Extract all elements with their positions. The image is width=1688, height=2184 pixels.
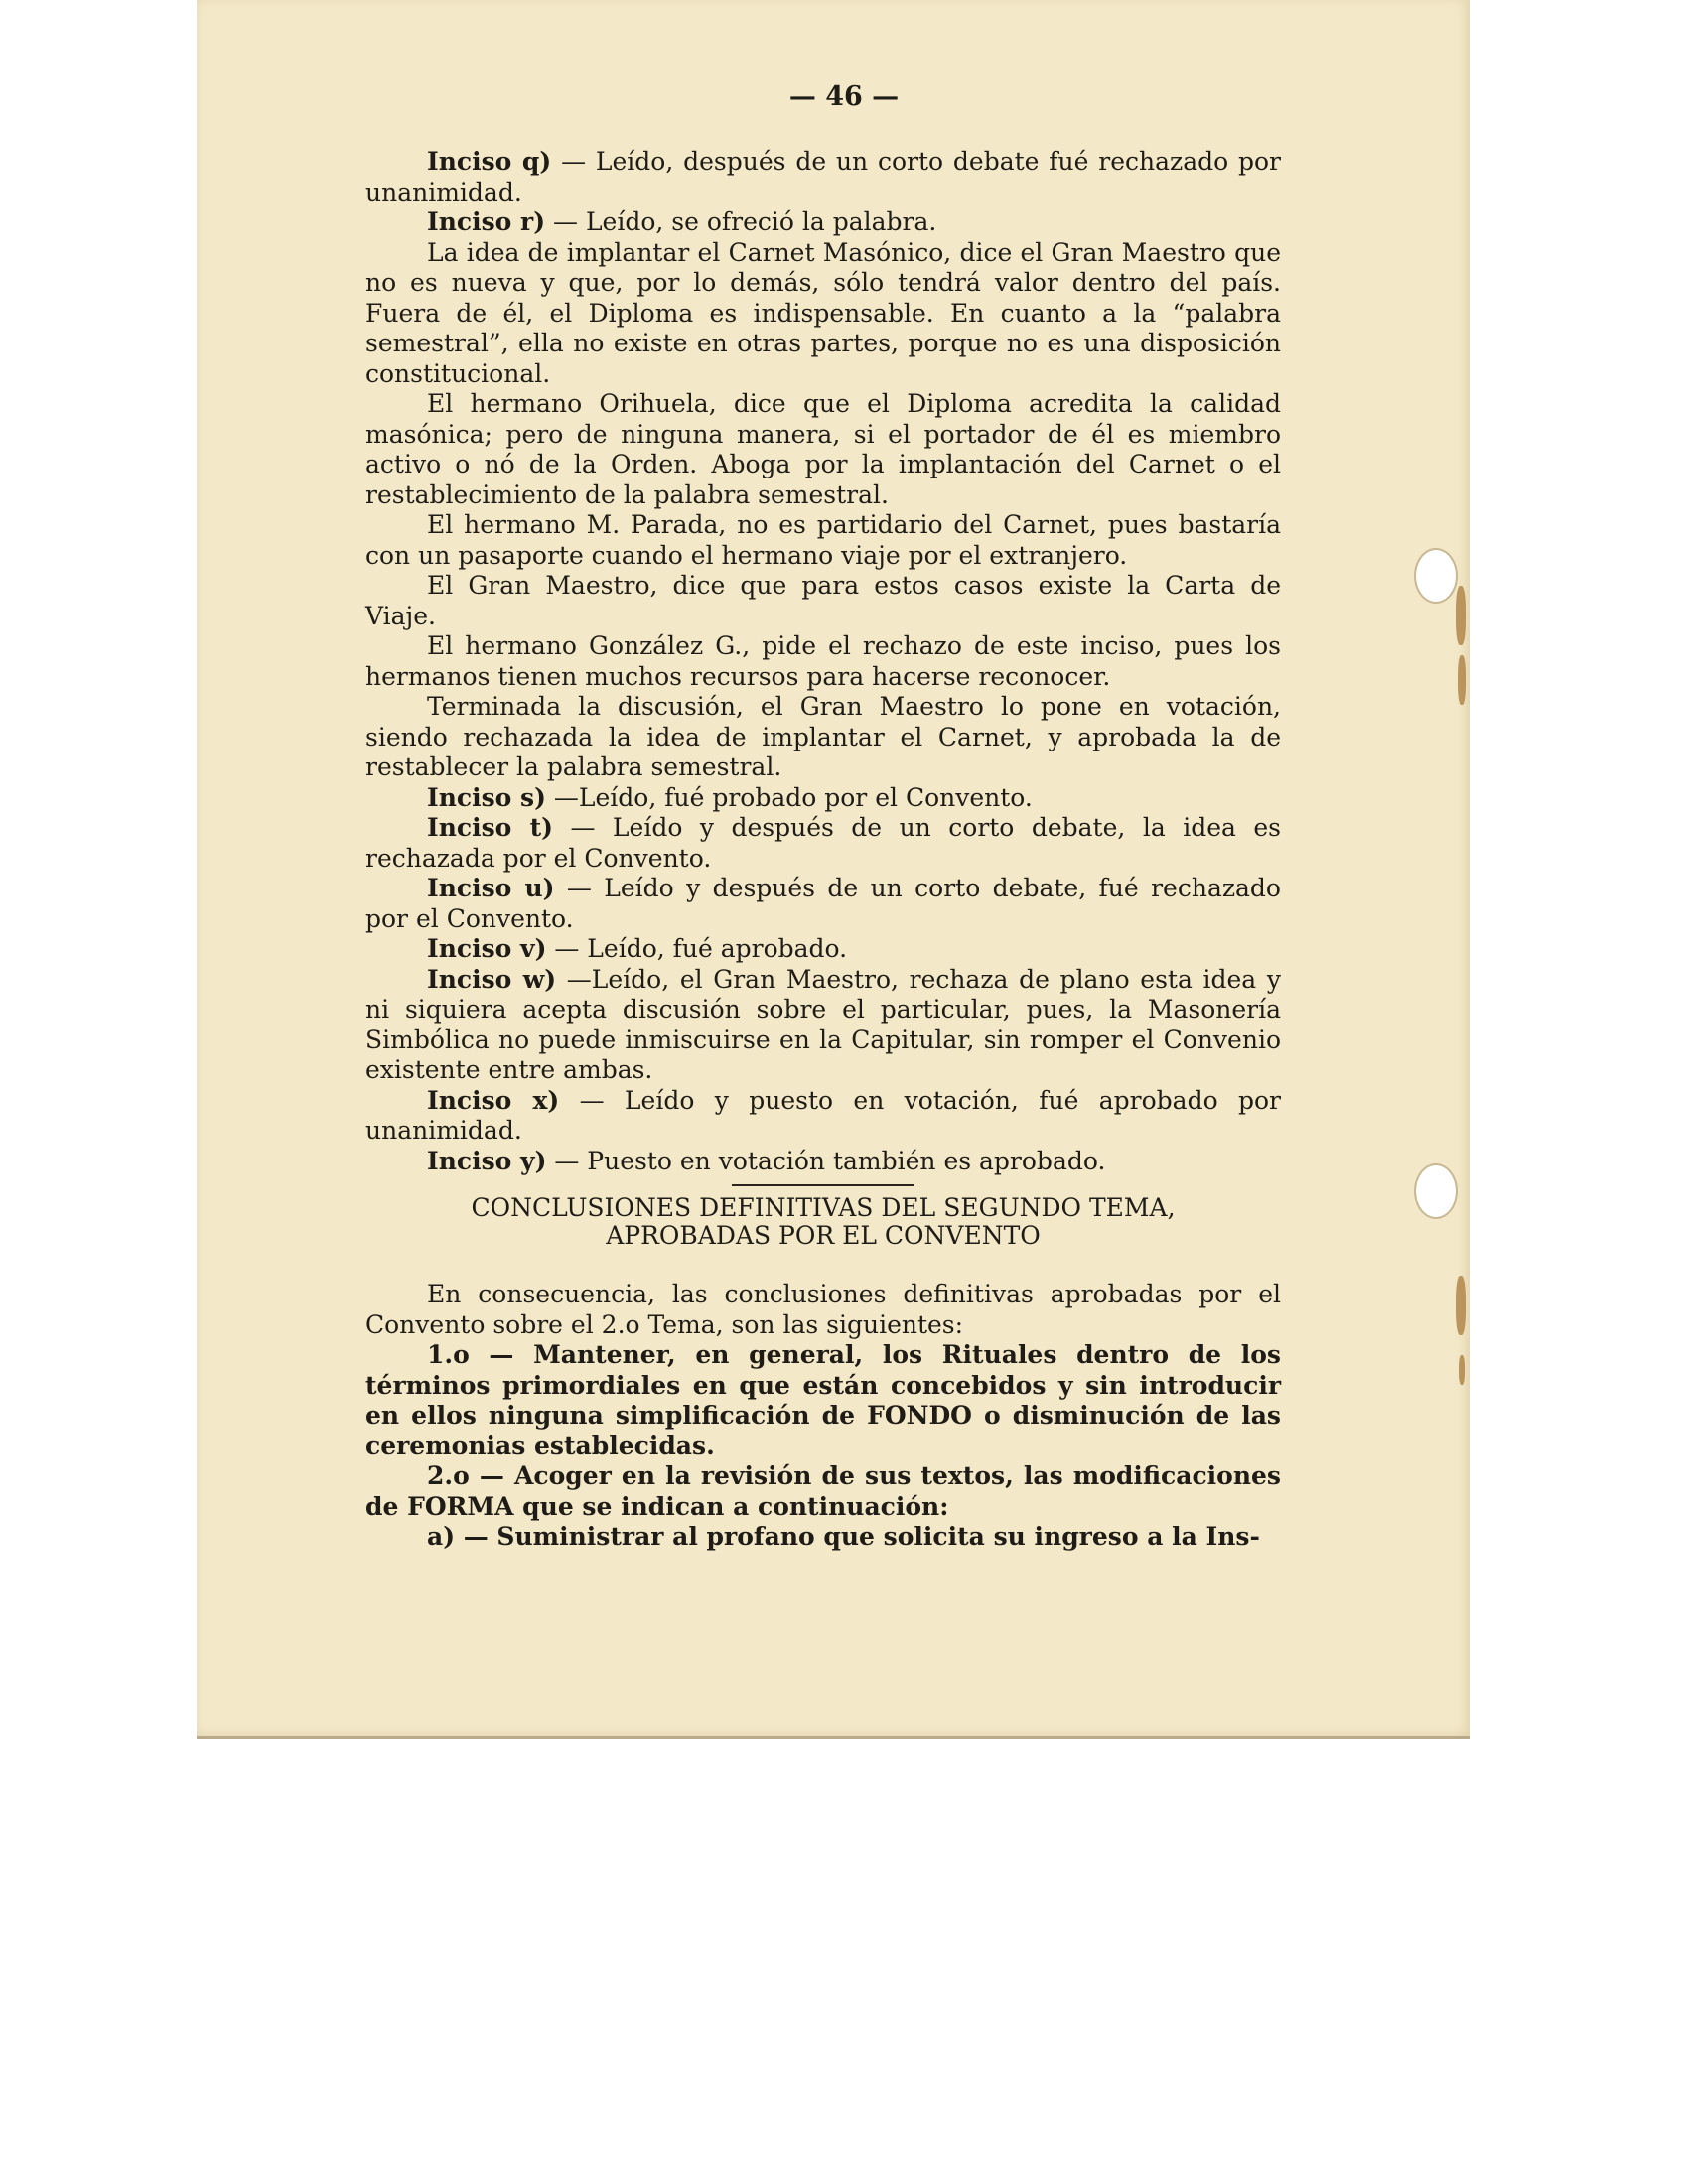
conclusion-2: 2.o — Acoger en la revisión de sus textos, las modificaciones de FORMA que se indican a continuación: bbox=[365, 1461, 1281, 1521]
paragraph bbox=[365, 238, 1281, 390]
inciso-label: Inciso t) bbox=[427, 813, 553, 842]
section-divider bbox=[732, 1184, 914, 1186]
paragraph bbox=[365, 813, 1281, 874]
paragraph bbox=[365, 965, 1281, 1086]
paragraph bbox=[365, 207, 1281, 238]
paragraph-text: — Puesto en votación también es aprobado. bbox=[546, 1146, 1106, 1175]
inciso-label: Inciso r) bbox=[427, 207, 546, 236]
punch-hole-bottom bbox=[1414, 1163, 1458, 1219]
punch-hole-top bbox=[1414, 548, 1458, 604]
page-number: — 46 — bbox=[788, 81, 900, 112]
inciso-label: Inciso u) bbox=[427, 874, 555, 902]
inciso-label: Inciso s) bbox=[427, 782, 546, 812]
paragraph bbox=[365, 1147, 1281, 1177]
section-heading bbox=[365, 1194, 1281, 1250]
inciso-label: Inciso v) bbox=[427, 934, 547, 963]
paragraph-text: — Leído, se ofreció la palabra. bbox=[545, 207, 937, 236]
heading-line: APROBADAS POR EL CONVENTO bbox=[606, 1221, 1041, 1250]
stain-mark bbox=[1456, 1276, 1466, 1335]
paragraph-text: La idea de implantar el Carnet Masónico, dice el Gran Maestro que no es nueva y que, por lo demás, sólo tendrá valor dentro del país. Fuera de él, el Diploma es indispensable. En cuanto a la “palabra semestral”, ella no existe en otras partes, porque no es una disposición constitucional. bbox=[365, 237, 1281, 388]
page-body bbox=[365, 147, 1281, 1553]
inciso-label: Inciso x) bbox=[427, 1085, 560, 1115]
stain-mark bbox=[1459, 1355, 1465, 1385]
paragraph bbox=[365, 631, 1281, 692]
stain-mark bbox=[1458, 655, 1466, 705]
inciso-label: Inciso y) bbox=[427, 1146, 547, 1175]
paragraph-text: —Leído, el Gran Maestro, rechaza de plano esta idea y ni siquiera acepta discusión sobre el particular, pues, la Masonería Simbólica no puede inmiscuirse en la Capitular, sin romper el Convenio existente entre ambas. bbox=[365, 964, 1281, 1084]
paragraph-text: —Leído, fué probado por el Convento. bbox=[545, 782, 1033, 812]
paragraph-text: Terminada la discusión, el Gran Maestro lo pone en votación, siendo rechazada la idea de implantar el Carnet, y aprobada la de restablecer la palabra semestral. bbox=[365, 692, 1281, 781]
inciso-label: Inciso w) bbox=[427, 964, 557, 994]
stain-mark bbox=[1456, 586, 1466, 645]
paragraph bbox=[365, 389, 1281, 510]
inciso-label: Inciso q) bbox=[427, 147, 552, 176]
paragraph-text: — Leído y puesto en votación, fué aprobado por unanimidad. bbox=[365, 1085, 1281, 1145]
paragraph bbox=[365, 510, 1281, 571]
paragraph bbox=[365, 874, 1281, 934]
paragraph bbox=[365, 1086, 1281, 1147]
paragraph-text: El Gran Maestro, dice que para estos casos existe la Carta de Viaje. bbox=[365, 571, 1281, 630]
paragraph-text: — Leído, después de un corto debate fué rechazado por unanimidad. bbox=[365, 147, 1282, 206]
paragraph-text: — Leído, fué aprobado. bbox=[546, 934, 848, 963]
paragraph bbox=[365, 147, 1281, 207]
paragraph-text: — Leído y después de un corto debate, fué rechazado por el Convento. bbox=[365, 874, 1281, 933]
paragraph-text: El hermano González G., pide el rechazo de este inciso, pues los hermanos tienen muchos recursos para hacerse reconocer. bbox=[365, 631, 1281, 691]
paragraph bbox=[365, 692, 1281, 783]
conclusion-1: 1.o — Mantener, en general, los Rituales dentro de los términos primordiales en que están concebidos y sin introducir en ellos ninguna simplificación de FONDO o disminución de las ceremonias establecidas. bbox=[365, 1340, 1281, 1460]
paragraph bbox=[365, 783, 1281, 814]
spacer bbox=[365, 1250, 1281, 1280]
paragraph-text: El hermano M. Parada, no es partidario del Carnet, pues bastaría con un pasaporte cuando el hermano viaje por el extranjero. bbox=[365, 510, 1281, 570]
paragraph bbox=[365, 571, 1281, 631]
heading-line: CONCLUSIONES DEFINITIVAS DEL SEGUNDO TEMA, bbox=[471, 1193, 1176, 1222]
conclusion-2a: a) — Suministrar al profano que solicita su ingreso a la Ins- bbox=[427, 1522, 1260, 1551]
paragraph-text: — Leído y después de un corto debate, la idea es rechazada por el Convento. bbox=[365, 813, 1282, 873]
intro-paragraph: En consecuencia, las conclusiones definitivas aprobadas por el Convento sobre el 2.o Tema, son las siguientes: bbox=[365, 1280, 1281, 1339]
paragraph bbox=[365, 934, 1281, 965]
paragraph-text: El hermano Orihuela, dice que el Diploma acredita la calidad masónica; pero de ninguna manera, si el portador de él es miembro activo o nó de la Orden. Aboga por la implantación del Carnet o el restablecimiento de la palabra semestral. bbox=[365, 389, 1281, 509]
